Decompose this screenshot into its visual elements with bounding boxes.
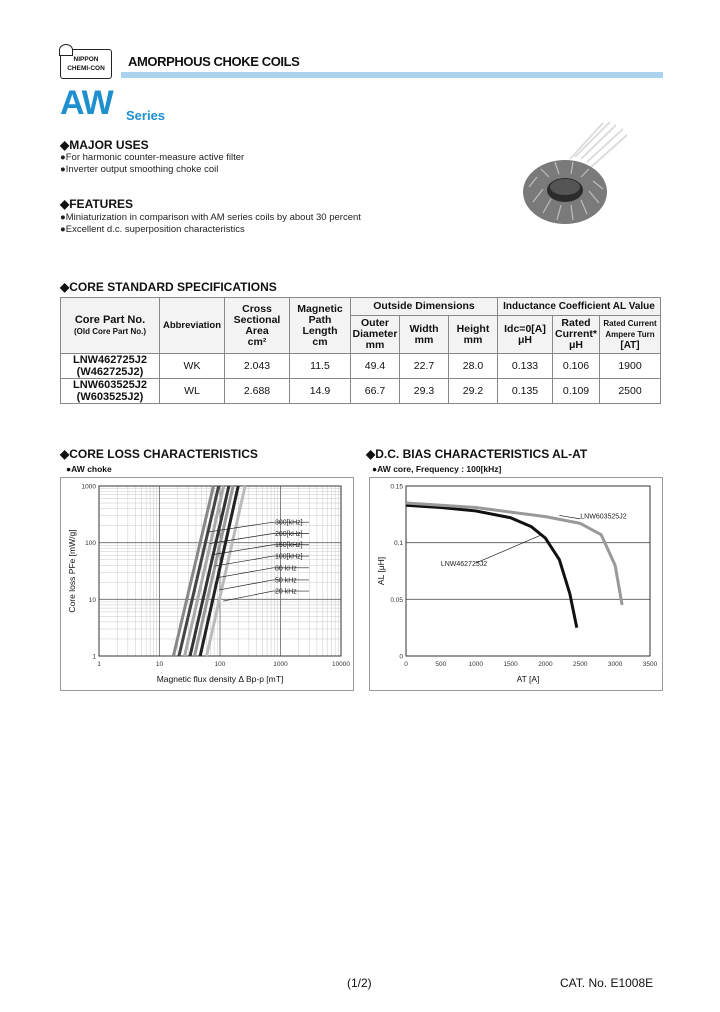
- header-rule: [121, 72, 663, 78]
- logo-line1: NIPPON: [73, 56, 99, 63]
- table-cell: 2500: [600, 379, 661, 404]
- page-title: AMORPHOUS CHOKE COILS: [128, 54, 300, 69]
- legend-label: 300[kHz]: [275, 519, 303, 527]
- legend-label: 20 kHz: [275, 588, 297, 596]
- x-tick-label: 100: [214, 661, 226, 668]
- legend-label: 80 kHz: [275, 565, 297, 573]
- dc-bias-chart: [370, 478, 662, 690]
- table-row: [61, 354, 661, 379]
- series-label: LNW603525J2: [580, 513, 627, 521]
- major-use-item: ●For harmonic counter-measure active filter: [60, 152, 245, 163]
- legend-label: 50 kHz: [275, 577, 297, 585]
- table-cell: 11.5: [290, 354, 351, 379]
- dc-bias-heading: ◆D.C. BIAS CHARACTERISTICS AL-AT: [366, 447, 588, 461]
- y-tick-label: 0.1: [393, 540, 403, 548]
- col-part-number: Core Part No. (Old Core Part No.): [61, 298, 160, 354]
- series-line: [173, 486, 213, 656]
- y-tick-label: 100: [85, 540, 96, 548]
- x-axis-title: Magnetic flux density Δ Bp-p [mT]: [156, 674, 284, 684]
- feature-item: ●Excellent d.c. superposition characteristics: [60, 224, 245, 235]
- col-width: Width mm: [400, 316, 449, 354]
- x-tick-label: 1500: [503, 661, 518, 668]
- toroidal-coil-photo: [515, 117, 635, 232]
- col-outer-diameter: Outer Diameter mm: [351, 316, 400, 354]
- table-cell: 2.043: [225, 354, 290, 379]
- legend-leader: [219, 580, 273, 590]
- table-cell: WK: [160, 354, 225, 379]
- table-row: [61, 379, 661, 404]
- x-tick-label: 10: [155, 661, 164, 668]
- x-tick-label: 0: [404, 661, 408, 668]
- y-tick-label: 0: [399, 653, 403, 661]
- series-word: Series: [126, 108, 166, 123]
- col-cross-section: Cross Sectional Area cm²: [225, 298, 290, 354]
- x-axis-title: AT [A]: [516, 674, 540, 684]
- nippon-chemi-con-logo: [60, 49, 112, 79]
- x-tick-label: 500: [435, 661, 447, 668]
- table-cell: 28.0: [449, 354, 498, 379]
- x-tick-label: 1: [97, 661, 101, 668]
- table-cell: 29.3: [400, 379, 449, 404]
- x-tick-label: 1000: [468, 661, 483, 668]
- catalog-number: CAT. No. E1008E: [560, 976, 654, 990]
- spec-table: [60, 297, 661, 404]
- table-cell: 2.688: [225, 379, 290, 404]
- y-tick-label: 1000: [81, 483, 96, 491]
- table-cell: WL: [160, 379, 225, 404]
- col-inductance: Inductance Coefficient AL Value: [498, 298, 661, 316]
- feature-item: ●Miniaturization in comparison with AM series coils by about 30 percent: [60, 212, 361, 223]
- x-tick-label: 2500: [573, 661, 588, 668]
- x-tick-label: 2000: [538, 661, 553, 668]
- table-cell: 29.2: [449, 379, 498, 404]
- legend-leader: [207, 522, 273, 532]
- series-label: LNW462725J2: [440, 561, 488, 569]
- table-cell: 14.9: [290, 379, 351, 404]
- table-cell: 0.106: [553, 354, 600, 379]
- col-rated-ampere-turn: Rated Current Ampere Turn [AT]: [600, 316, 661, 354]
- core-loss-chart-frame: [60, 477, 354, 691]
- table-cell: 0.135: [498, 379, 553, 404]
- dc-bias-subheading: ●AW core, Frequency : 100[kHz]: [372, 464, 502, 474]
- x-tick-label: 3000: [607, 661, 623, 668]
- dc-bias-chart-frame: [369, 477, 663, 691]
- series-leader: [476, 535, 542, 563]
- spec-heading: ◆CORE STANDARD SPECIFICATIONS: [60, 280, 277, 294]
- col-outside-dimensions: Outside Dimensions: [351, 298, 498, 316]
- features-heading: ◆FEATURES: [60, 197, 134, 211]
- col-rated-current: Rated Current* μH: [553, 316, 600, 354]
- legend-label: 150[kHz]: [275, 542, 303, 550]
- table-cell: 66.7: [351, 379, 400, 404]
- table-cell: 49.4: [351, 354, 400, 379]
- legend-label: 200[kHz]: [275, 531, 303, 539]
- logo-line2: CHEMI-CON: [67, 65, 105, 72]
- y-tick-label: 0.05: [390, 596, 403, 604]
- legend-leader: [212, 545, 273, 555]
- series-line: [406, 505, 577, 627]
- table-cell: 0.133: [498, 354, 553, 379]
- col-magnetic-path: Magnetic Path Length cm: [290, 298, 351, 354]
- plot-area: [406, 486, 650, 656]
- core-loss-subheading: ●AW choke: [66, 464, 112, 474]
- y-tick-label: 10: [88, 596, 96, 604]
- core-loss-heading: ◆CORE LOSS CHARACTERISTICS: [60, 447, 258, 461]
- y-tick-label: 0.15: [390, 483, 403, 491]
- major-uses-heading: ◆MAJOR USES: [60, 138, 149, 152]
- core-loss-chart: [61, 478, 353, 690]
- x-tick-label: 10000: [331, 661, 351, 668]
- table-cell: 0.109: [553, 379, 600, 404]
- col-idc: Idc=0[A] μH: [498, 316, 553, 354]
- legend-label: 100[kHz]: [275, 553, 303, 561]
- part-number-cell: LNW462725J2 (W462725J2): [61, 354, 160, 379]
- series-leader: [559, 515, 580, 518]
- x-tick-label: 1000: [273, 661, 288, 668]
- col-height: Height mm: [449, 316, 498, 354]
- page-number: (1/2): [347, 976, 372, 990]
- y-tick-label: 1: [92, 653, 96, 661]
- table-cell: 22.7: [400, 354, 449, 379]
- table-cell: 1900: [600, 354, 661, 379]
- col-abbreviation: Abbreviation: [160, 298, 225, 354]
- part-number-cell: LNW603525J2 (W603525J2): [61, 379, 160, 404]
- y-axis-title: AL [μH]: [376, 556, 386, 586]
- major-use-item: ●Inverter output smoothing choke coil: [60, 164, 219, 175]
- logo-mark-icon: [59, 44, 73, 56]
- series-code: AW: [60, 84, 113, 122]
- x-tick-label: 3500: [642, 661, 658, 668]
- y-axis-title: Core loss PFe [mW/g]: [67, 529, 77, 613]
